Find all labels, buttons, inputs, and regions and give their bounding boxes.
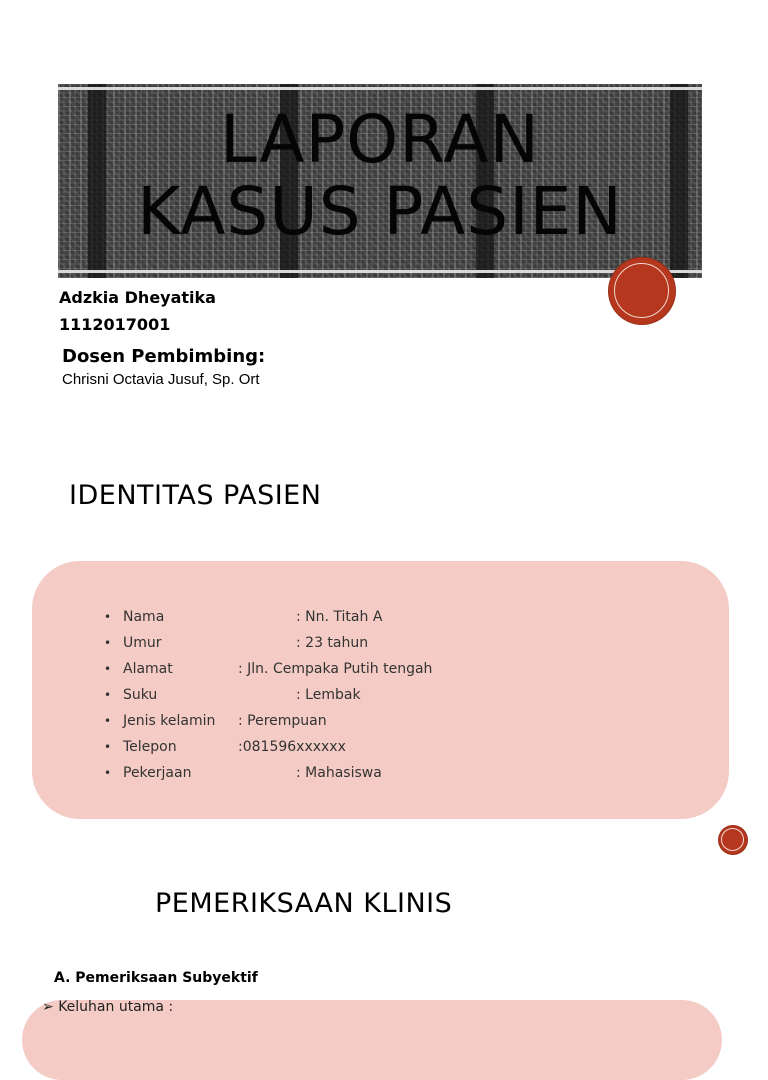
- supervisor-heading: Dosen Pembimbing:: [62, 346, 266, 367]
- bullet-icon: •: [104, 688, 112, 702]
- decorative-circle-large: [609, 258, 675, 324]
- clinical-heading: PEMERIKSAAN KLINIS: [155, 888, 453, 919]
- arrow-bullet-icon: ➢: [42, 999, 54, 1015]
- author-id: 1112017001: [59, 315, 171, 334]
- bullet-icon: •: [104, 766, 112, 780]
- bullet-icon: •: [104, 714, 112, 728]
- author-block: [59, 284, 216, 338]
- author-name: Adzkia Dheyatika: [59, 288, 216, 307]
- title-line-2: KASUS PASIEN: [137, 173, 623, 250]
- supervisor-name: Chrisni Octavia Jusuf, Sp. Ort: [62, 371, 260, 388]
- bullet-icon: •: [104, 662, 112, 676]
- decorative-circle-small: [719, 826, 747, 854]
- identity-heading: IDENTITAS PASIEN: [69, 480, 322, 511]
- bullet-icon: •: [104, 610, 112, 624]
- bullet-icon: •: [104, 740, 112, 754]
- section-a-label: A. Pemeriksaan Subyektif: [54, 970, 258, 986]
- bullet-icon: •: [104, 636, 112, 650]
- slide-title: [58, 101, 702, 250]
- title-line-1: LAPORAN: [220, 101, 540, 178]
- complaint-label: Keluhan utama :: [58, 999, 174, 1015]
- complaint-item: [42, 999, 173, 1015]
